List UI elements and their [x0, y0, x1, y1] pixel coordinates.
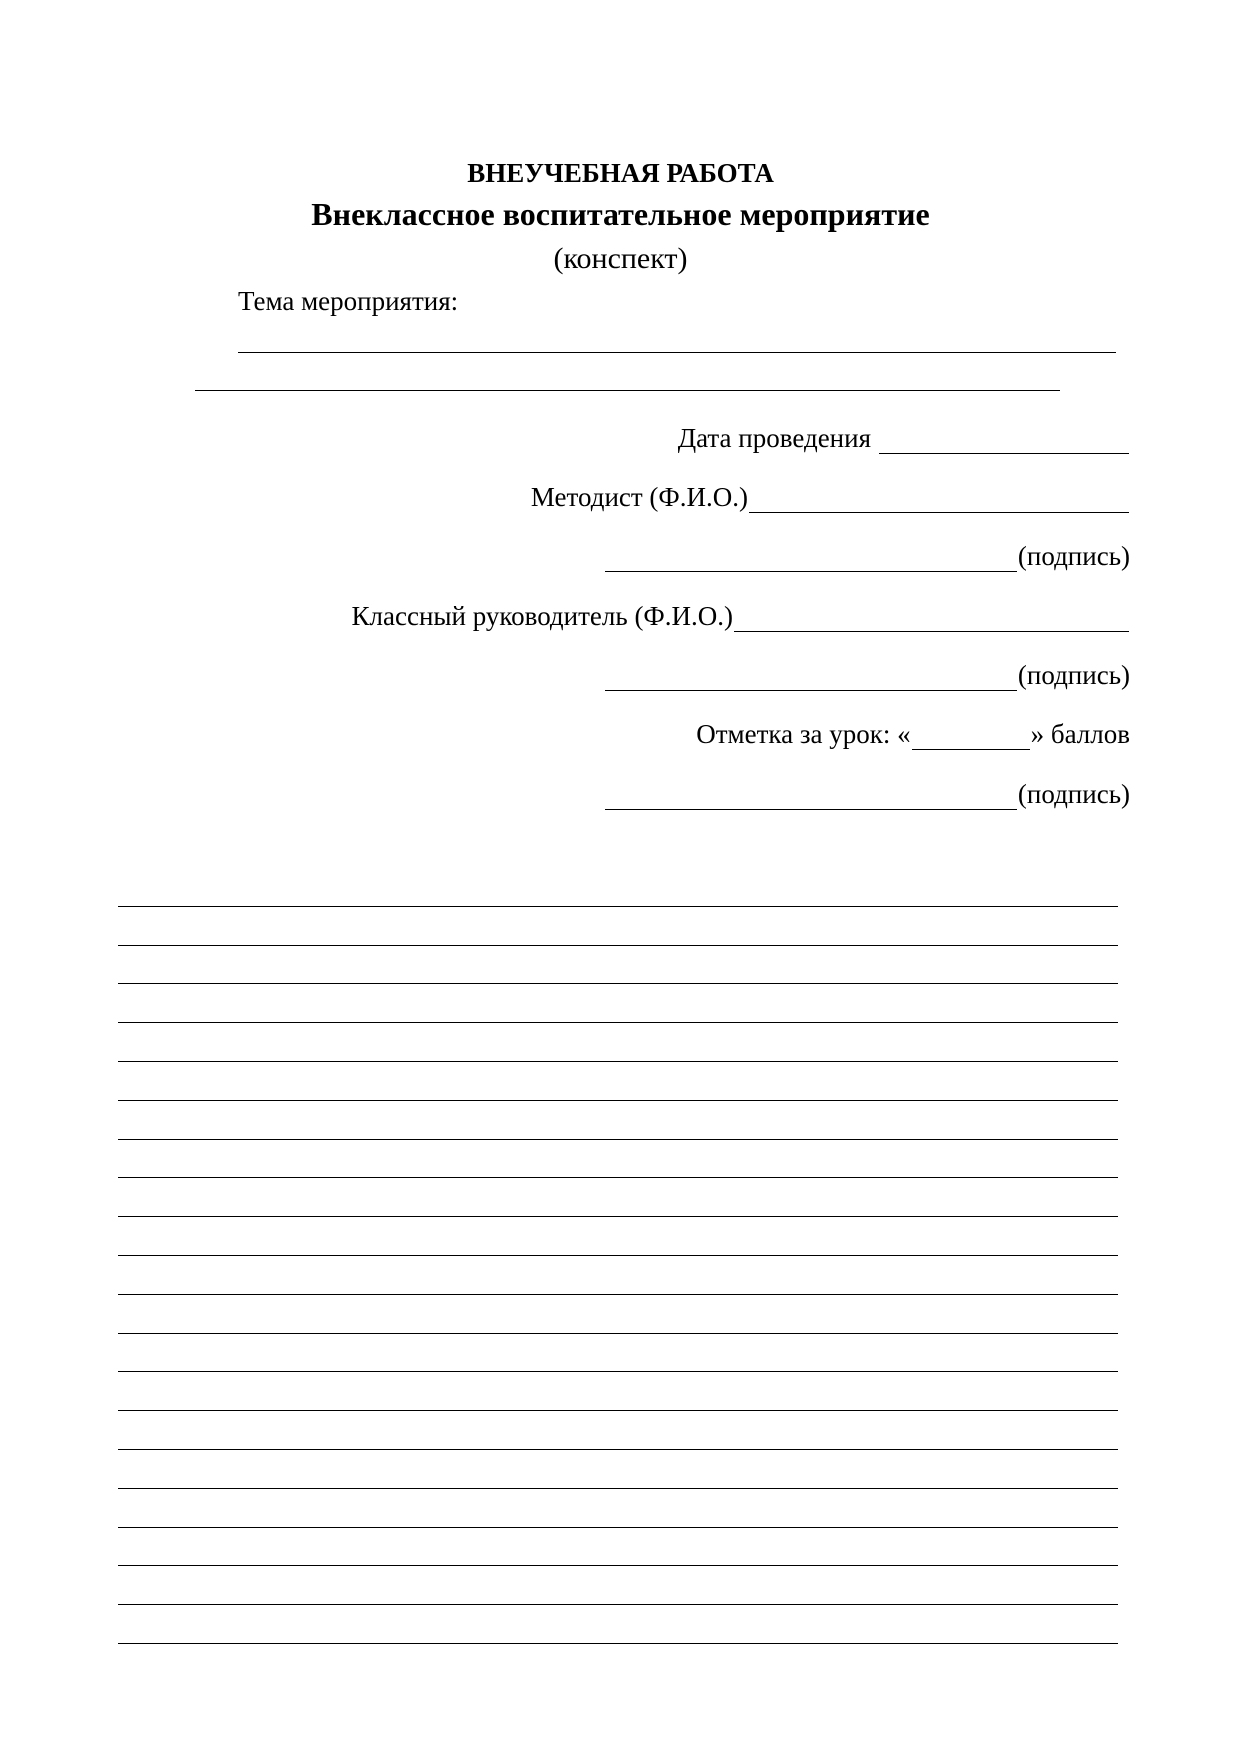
class-teacher-name-field[interactable] — [734, 604, 1129, 632]
methodist-name-field[interactable] — [749, 485, 1129, 513]
date-row — [678, 420, 1130, 454]
notes-line[interactable] — [118, 1256, 1118, 1295]
topic-line-1[interactable] — [238, 352, 1116, 353]
notes-line[interactable] — [118, 1140, 1118, 1179]
notes-line[interactable] — [118, 1605, 1118, 1644]
topic-line-2[interactable] — [195, 390, 1060, 391]
methodist-signature-row — [604, 538, 1130, 572]
methodist-signature-field[interactable] — [605, 544, 1017, 572]
grade-suffix: » баллов — [1030, 719, 1130, 749]
grade-row — [696, 716, 1130, 750]
section-heading: ВНЕУЧЕБНАЯ РАБОТА — [467, 158, 774, 188]
class-teacher-label: Классный руководитель (Ф.И.О.) — [351, 601, 733, 631]
date-label: Дата проведения — [677, 423, 871, 453]
class-teacher-row — [352, 598, 1130, 632]
class-teacher-signature-row — [604, 657, 1130, 691]
document-title: Внеклассное воспитательное мероприятие — [311, 196, 930, 232]
notes-line[interactable] — [118, 1334, 1118, 1373]
notes-line[interactable] — [118, 1062, 1118, 1101]
date-field[interactable] — [879, 426, 1129, 454]
notes-line[interactable] — [118, 1489, 1118, 1528]
notes-line[interactable] — [118, 1178, 1118, 1217]
signature-label: (подпись) — [1017, 779, 1130, 809]
notes-line[interactable] — [118, 1450, 1118, 1489]
notes-line[interactable] — [118, 1217, 1118, 1256]
grade-signature-field[interactable] — [605, 782, 1017, 810]
topic-label: Тема мероприятия: — [238, 286, 459, 316]
notes-line[interactable] — [118, 1023, 1118, 1062]
notes-line[interactable] — [118, 1411, 1118, 1450]
notes-line[interactable] — [118, 868, 1118, 907]
signature-label: (подпись) — [1017, 541, 1130, 571]
notes-line[interactable] — [118, 1528, 1118, 1567]
notes-line[interactable] — [118, 946, 1118, 985]
methodist-label: Методист (Ф.И.О.) — [530, 482, 748, 512]
grade-signature-row — [604, 776, 1130, 810]
methodist-row — [531, 479, 1130, 513]
class-teacher-signature-field[interactable] — [605, 663, 1017, 691]
notes-line[interactable] — [118, 907, 1118, 946]
notes-line[interactable] — [118, 1372, 1118, 1411]
notes-line[interactable] — [118, 1566, 1118, 1605]
grade-field[interactable] — [912, 722, 1030, 750]
grade-prefix: Отметка за урок: « — [696, 719, 911, 749]
signature-label: (подпись) — [1017, 660, 1130, 690]
notes-line[interactable] — [118, 1295, 1118, 1334]
document-subtitle: (конспект) — [553, 242, 688, 275]
notes-line[interactable] — [118, 984, 1118, 1023]
notes-line[interactable] — [118, 1101, 1118, 1140]
notes-area — [118, 868, 1118, 1644]
